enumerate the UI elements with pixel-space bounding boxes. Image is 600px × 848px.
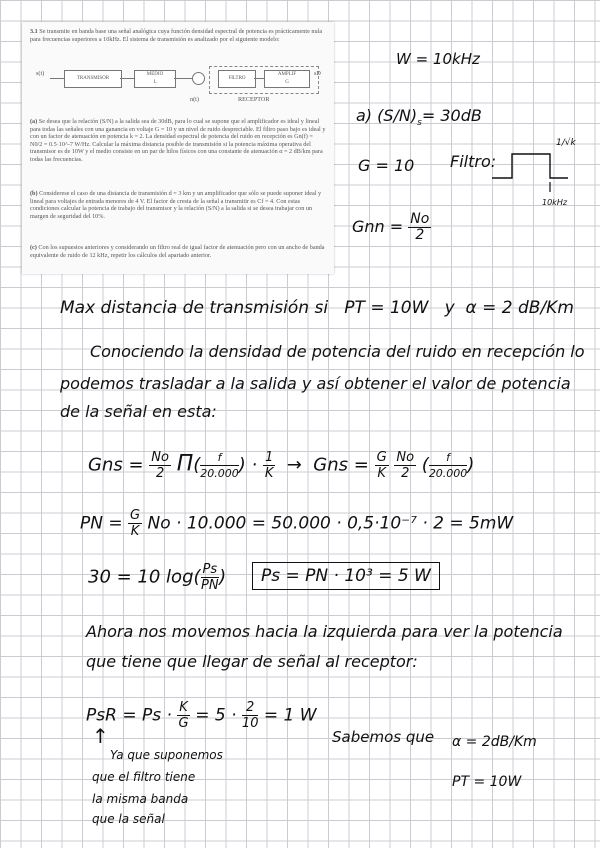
output-label: sD <box>314 70 321 77</box>
equation-noise-power: PN = $\frac{G}{K}$ No · 10.000 = 50.000 · 0,5·10⁻⁷ · 2 = 5mW <box>80 508 514 539</box>
known-pt: PT = 10W <box>452 774 522 790</box>
paragraph-line: podemos trasladar a la salida y así obtener el valor de potencia <box>60 374 571 393</box>
known-alpha: α = 2dB/Km <box>452 734 537 750</box>
side-note-line: Ya que suponemos <box>110 748 223 762</box>
source-label: s(t) <box>36 70 45 77</box>
up-arrow: ↑ <box>92 724 109 748</box>
arrow <box>174 78 192 79</box>
side-note-line: que el filtro tiene <box>92 770 196 784</box>
filter-level-label: 1/√k <box>556 138 576 148</box>
transmitter-block: TRANSMISOR <box>64 70 122 88</box>
part-a: (a) Se desea que la relación (S/N) a la salida sea de 30dB, para lo cual se supone que el amplificador es ideal y lineal para todas las señales con una ganancia en voltaje G = 10 y un nivel de ruido despreciable. El filtro paso bajo es ideal y con un factor de atenuación en potencia k = 2. La densidad espectral de potencia del ruido en recepción es Gn(f) = N0/2 = 0.5·10^-7 W/Hz. Calcular la máxima distancia posible de transmisión si la potencia máxima operativa del transmisor es de 10W y el medio consiste en un par de hilos físicos con una constante de atenuación α = 2 dB/km para todas las frecuencias. <box>30 118 326 163</box>
paragraph-line: Ahora nos movemos hacia la izquierda para ver la potencia <box>86 622 563 641</box>
noise-label: n(t) <box>190 96 199 103</box>
medium-block: MEDIO L <box>134 70 176 88</box>
arrow <box>254 78 264 79</box>
arrow <box>120 78 134 79</box>
known-values-heading: Sabemos que <box>332 728 435 746</box>
equation-noise-output: Gns = $\frac{No}{2}$ Π( $\frac{f}{20.000}$ ) · $\frac{1}{K}$ → Gns = $\frac{G}{K}$ $\frac{No}{2}$ ( $\frac{f}{20.000}$ ) <box>88 450 475 481</box>
part-c: (c) Con los supuestos anteriores y considerando un filtro real de igual factor de atenuación pero con un ancho de banda equivalente de ruido de 12 kHz, repetir los cálculos del apartado anterior. <box>30 244 325 259</box>
filter-freq-label: 10kHz <box>542 198 568 207</box>
part-b: (b) Considerese el caso de una distancia de transmisión d = 3 km y un amplificador que sólo se puede suponer ideal y lineal para voltajes de entrada menores de 4 V. El factor de cresta de la señal a transmitir es Cf = 4. Con estas condiciones calcular la potencia de trabajo del transmisor y la relación (S/N) a la salida si se desea trabajar con un margen de seguridad del 10%. <box>30 190 322 220</box>
problem-number: 3.1 <box>30 28 38 35</box>
paragraph-line: que tiene que llegar de señal al receptor: <box>86 652 418 671</box>
side-note-line: que la señal <box>92 812 165 826</box>
filter-note: Filtro: <box>450 152 497 171</box>
problem-sheet <box>22 22 334 274</box>
amplifier-block: AMPLIF G <box>264 70 310 88</box>
question-line: Max distancia de transmisión si PT = 10W y α = 2 dB/Km <box>60 298 574 318</box>
arrow <box>50 78 64 79</box>
paragraph-line: de la señal en esta: <box>60 402 217 421</box>
snr-requirement: a) $(S/N)_s= 30dB$ <box>356 106 482 129</box>
filter-block: FILTRO <box>218 70 256 88</box>
side-note-line: la misma banda <box>92 792 189 806</box>
problem-statement <box>30 28 326 43</box>
adder <box>192 72 205 85</box>
problem-text: Se transmite en banda base una señal analógica cuya función densidad espectral de potencia es prácticamente nula para frecuencias superiores a 10kHz. El sistema de transmisión es analizado por el siguiente modelo: <box>30 28 323 43</box>
bandwidth-note: W = 10kHz <box>396 50 480 68</box>
equation-snr-log: 30 = 10 log( $\frac{Ps}{PN}$ ) <box>88 562 227 593</box>
filter-response-sketch <box>488 140 572 196</box>
block-diagram <box>22 66 334 126</box>
paragraph-line: Conociendo la densidad de potencia del ruido en recepción lo <box>90 342 585 361</box>
receiver-label: RECEPTOR <box>238 96 270 103</box>
gain-note: G = 10 <box>358 156 415 175</box>
noise-psd-note: Gnn = $\frac{No}{2}$ <box>352 211 430 243</box>
equation-received-power: PsR = Ps · $\frac{K}{G}$ = 5 · $\frac{2}{10}$ = 1 W <box>86 700 317 731</box>
result-signal-power: Ps = PN · 10³ = 5 W <box>252 562 440 590</box>
